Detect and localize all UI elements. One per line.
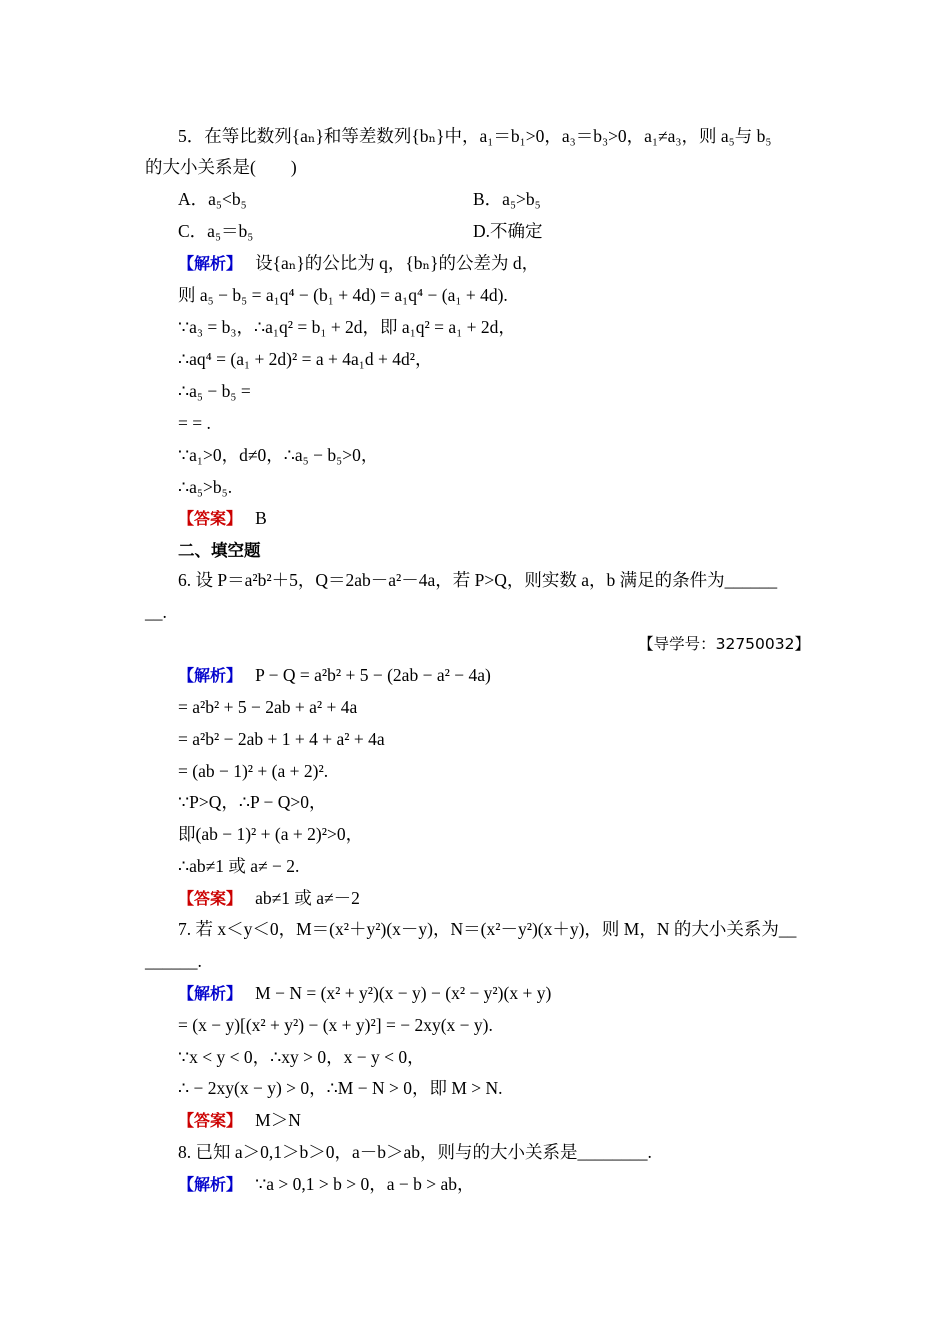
option-b: B．a₅>b₅ — [473, 189, 541, 209]
analysis-step: ∵P>Q，∴P − Q>0， — [178, 792, 327, 812]
analysis-step: 则 a₅ − b₅ = a₁q⁴ − (b₁ + 4d) = a₁q⁴ − (a₁ + 4d). — [178, 285, 508, 305]
option-d: D.不确定 — [473, 221, 543, 241]
question-5-text-cont: 的大小关系是( ) — [145, 157, 297, 177]
answer-tag: 【答案】 — [178, 1111, 243, 1130]
answer-line: 【答案】 M＞N — [178, 1110, 301, 1130]
analysis-line: 【解析】 设{aₙ}的公比为 q，{bₙ}的公差为 d， — [178, 253, 540, 273]
analysis-step: ∵a₃ = b₃，∴a₁q² = b₁ + 2d，即 a₁q² = a₁ + 2d， — [178, 317, 516, 337]
analysis-step: ∵a₁>0，d≠0，∴a₅ − b₅>0， — [178, 445, 379, 465]
answer-line: 【答案】 ab≠1 或 a≠－2 — [178, 888, 360, 908]
section-heading: 二、填空题 — [178, 541, 261, 560]
analysis-tag: 【解析】 — [178, 254, 243, 273]
answer-line: 【答案】 B — [178, 508, 267, 528]
question-8-text: 8. 已知 a＞0,1＞b＞0，a－b＞ab，则与的大小关系是________. — [178, 1142, 652, 1162]
analysis-step: = a²b² + 5 − 2ab + a² + 4a — [178, 697, 358, 717]
analysis-step: 即(ab − 1)² + (a + 2)²>0， — [178, 824, 364, 844]
analysis-step: ∴aq⁴ = (a₁ + 2d)² = a + 4a₁d + 4d²， — [178, 349, 433, 369]
analysis-step: = (ab − 1)² + (a + 2)². — [178, 761, 329, 781]
analysis-step: ∴a₅ − b₅ = — [178, 381, 251, 401]
analysis-tag: 【解析】 — [178, 1175, 243, 1194]
analysis-line: 【解析】 ∵a > 0,1 > b > 0，a − b > ab， — [178, 1174, 475, 1194]
analysis-step: ∴ab≠1 或 a≠ − 2. — [178, 856, 300, 876]
question-5-text: 5．在等比数列{aₙ}和等差数列{bₙ}中，a₁＝b₁>0，a₃＝b₃>0，a₁≠a₃，则 a₅与 b₅ — [178, 126, 772, 146]
analysis-line: 【解析】 M − N = (x² + y²)(x − y) − (x² − y²)(x + y) — [178, 983, 552, 1003]
question-6-text: 6. 设 P＝a²b²＋5，Q＝2ab－a²－4a，若 P>Q，则实数 a，b 满足的条件为______ — [178, 570, 778, 590]
analysis-step: = = . — [178, 413, 211, 433]
analysis-line: 【解析】 P − Q = a²b² + 5 − (2ab − a² − 4a) — [178, 665, 491, 685]
question-7-text-cont: ______. — [145, 951, 202, 971]
analysis-step: ∴ − 2xy(x − y) > 0，∴M − N > 0，即 M > N. — [178, 1078, 503, 1098]
answer-tag: 【答案】 — [178, 889, 243, 908]
question-7-text: 7. 若 x＜y＜0，M＝(x²＋y²)(x－y)，N＝(x²－y²)(x＋y)，则 M，N 的大小关系为__ — [178, 919, 797, 939]
analysis-tag: 【解析】 — [178, 666, 243, 685]
analysis-step: = (x − y)[(x² + y²) − (x + y)²] = − 2xy(x − y). — [178, 1015, 493, 1035]
answer-tag: 【答案】 — [178, 509, 243, 528]
option-a: A．a₅<b₅ — [178, 189, 247, 209]
analysis-tag: 【解析】 — [178, 984, 243, 1003]
guide-number: 【导学号：32750032】 — [638, 635, 810, 653]
analysis-step: ∴a₅>b₅. — [178, 477, 233, 497]
analysis-step: ∵x < y < 0，∴xy > 0，x − y < 0， — [178, 1047, 425, 1067]
option-c: C．a₅＝b₅ — [178, 221, 254, 241]
question-6-text-cont: __. — [145, 602, 167, 622]
analysis-step: = a²b² − 2ab + 1 + 4 + a² + 4a — [178, 729, 385, 749]
